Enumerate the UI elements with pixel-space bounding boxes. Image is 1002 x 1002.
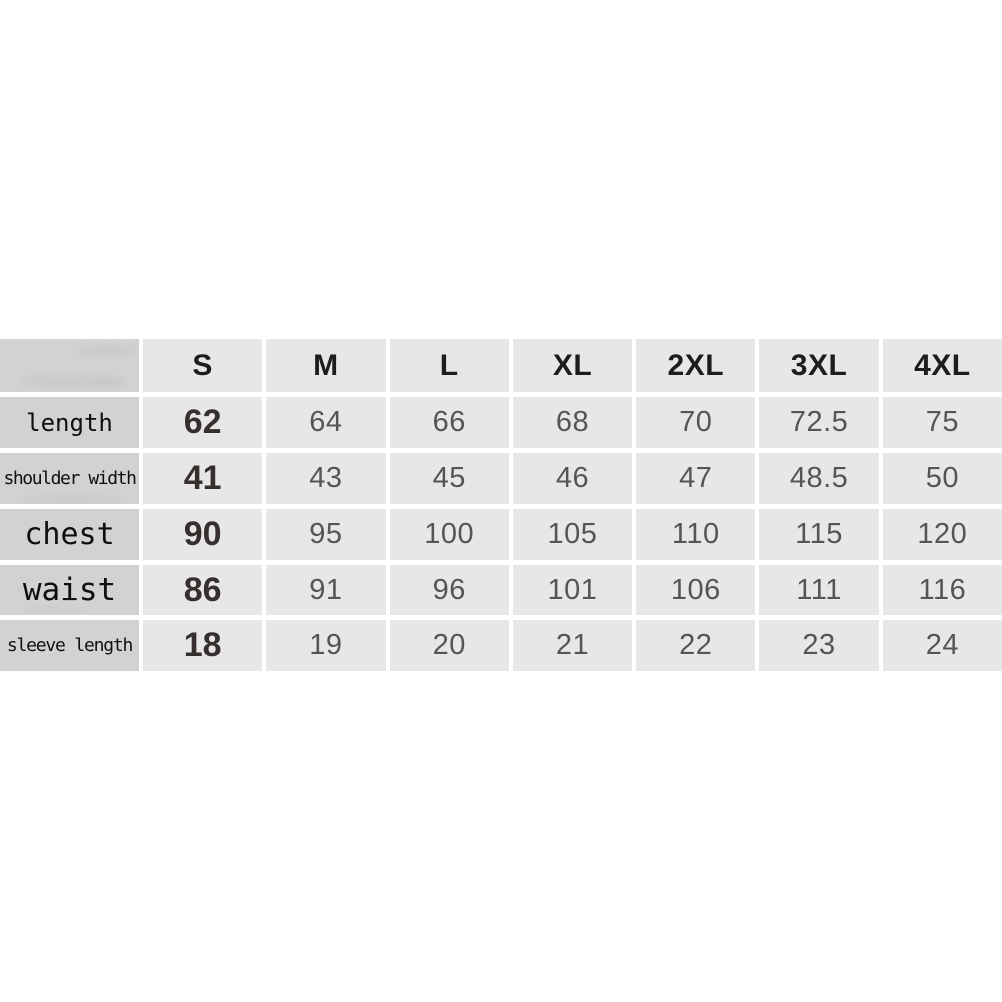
cell-sleeve-length-l: 20	[390, 620, 509, 671]
cell-shoulder-width-xl: 46	[513, 453, 632, 504]
cell-shoulder-width-l: 45	[390, 453, 509, 504]
column-header-4xl: 4XL	[883, 339, 1002, 392]
cell-waist-l: 96	[390, 565, 509, 615]
cell-shoulder-width-4xl: 50	[883, 453, 1002, 504]
cell-length-m: 64	[266, 397, 385, 448]
cell-sleeve-length-xl: 21	[513, 620, 632, 671]
row-label-length: length	[0, 397, 139, 448]
cell-length-2xl: 70	[636, 397, 755, 448]
cell-shoulder-width-3xl: 48.5	[759, 453, 878, 504]
row-label-shoulder-width: shoulder width	[0, 453, 139, 504]
cell-sleeve-length-2xl: 22	[636, 620, 755, 671]
cell-sleeve-length-4xl: 24	[883, 620, 1002, 671]
column-header-s: S	[143, 339, 262, 392]
cell-waist-m: 91	[266, 565, 385, 615]
watermark-smudge	[96, 378, 126, 386]
row-label-chest: chest	[0, 509, 139, 560]
row-label-sleeve-length: sleeve length	[0, 620, 139, 671]
row-label-waist: waist	[0, 565, 139, 615]
cell-chest-m: 95	[266, 509, 385, 560]
cell-waist-4xl: 116	[883, 565, 1002, 615]
corner-cell	[0, 339, 139, 392]
cell-chest-xl: 105	[513, 509, 632, 560]
cell-sleeve-length-s: 18	[143, 620, 262, 671]
cell-waist-s: 86	[143, 565, 262, 615]
cell-chest-2xl: 110	[636, 509, 755, 560]
cell-waist-3xl: 111	[759, 565, 878, 615]
cell-chest-4xl: 120	[883, 509, 1002, 560]
cell-length-xl: 68	[513, 397, 632, 448]
cell-length-3xl: 72.5	[759, 397, 878, 448]
column-header-2xl: 2XL	[636, 339, 755, 392]
watermark-smudge	[76, 346, 138, 356]
cell-chest-l: 100	[390, 509, 509, 560]
cell-length-s: 62	[143, 397, 262, 448]
column-header-xl: XL	[513, 339, 632, 392]
cell-waist-xl: 101	[513, 565, 632, 615]
cell-shoulder-width-2xl: 47	[636, 453, 755, 504]
column-header-m: M	[266, 339, 385, 392]
cell-chest-s: 90	[143, 509, 262, 560]
column-header-3xl: 3XL	[759, 339, 878, 392]
column-header-l: L	[390, 339, 509, 392]
watermark-smudge	[18, 377, 110, 386]
cell-shoulder-width-m: 43	[266, 453, 385, 504]
cell-sleeve-length-3xl: 23	[759, 620, 878, 671]
size-chart-table	[0, 339, 1002, 671]
cell-shoulder-width-s: 41	[143, 453, 262, 504]
cell-length-4xl: 75	[883, 397, 1002, 448]
cell-sleeve-length-m: 19	[266, 620, 385, 671]
cell-length-l: 66	[390, 397, 509, 448]
cell-waist-2xl: 106	[636, 565, 755, 615]
cell-chest-3xl: 115	[759, 509, 878, 560]
